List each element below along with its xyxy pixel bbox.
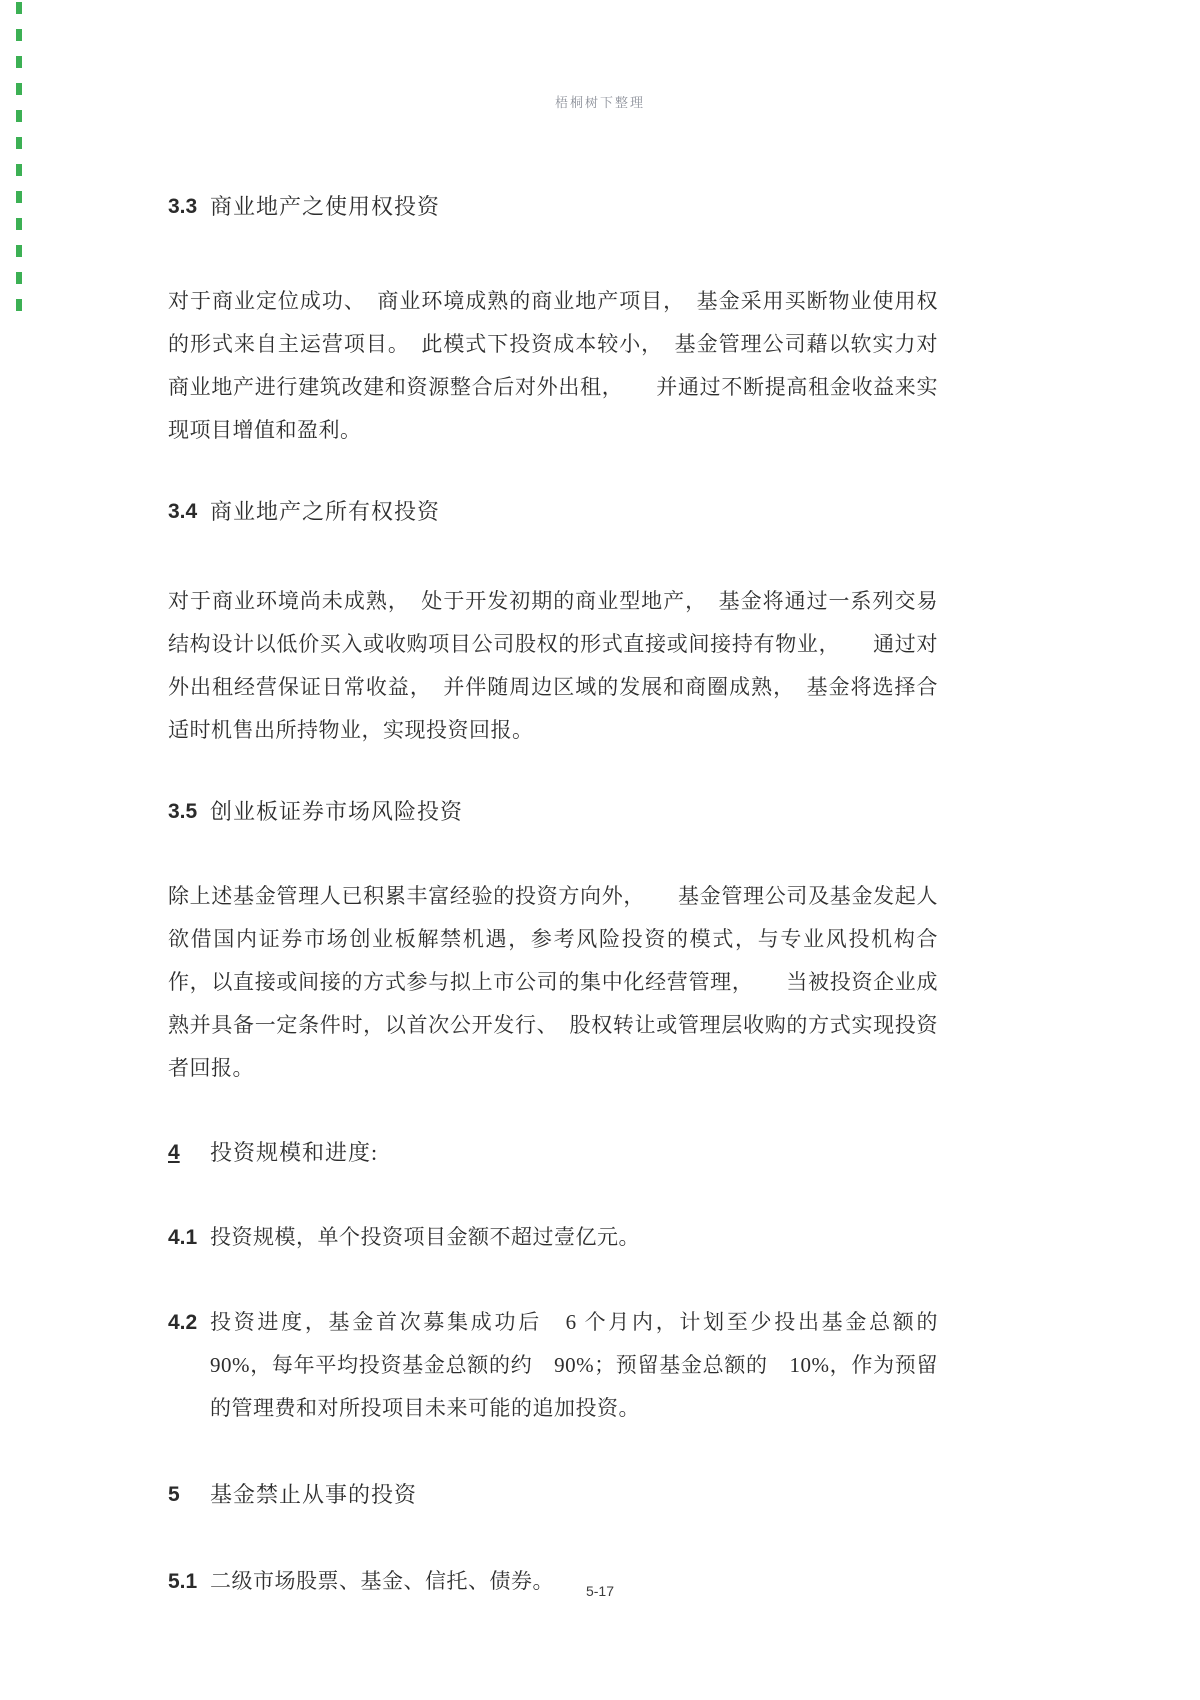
paragraph-3-3: 对于商业定位成功、 商业环境成熟的商业地产项目， 基金采用买断物业使用权的形式来自主运营项目。 此模式下投资成本较小， 基金管理公司藉以软实力对商业地产进行建筑改建和资源整合后对外出租， 并通过不断提高租金收益来实现项目增值和盈利。 — [168, 289, 938, 442]
item-4-1 — [168, 1216, 938, 1259]
section-number: 3.3 — [168, 195, 198, 218]
section-title: 投资规模和进度: — [210, 1140, 379, 1165]
page-footer — [0, 1583, 1200, 1599]
item-number: 4.1 — [168, 1226, 198, 1249]
paragraph-3-5: 除上述基金管理人已积累丰富经验的投资方向外， 基金管理公司及基金发起人欲借国内证券市场创业板解禁机遇，参考风险投资的模式，与专业风投机构合作，以直接或间接的方式参与拟上市公司的集中化经营管理， 当被投资企业成熟并具备一定条件时，以首次公开发行、 股权转让或管理层收购的方式实现投资者回报。 — [168, 884, 938, 1080]
section-heading-3-5 — [168, 790, 938, 833]
paragraph-3-4: 对于商业环境尚未成熟， 处于开发初期的商业型地产， 基金将通过一系列交易结构设计以低价买入或收购项目公司股权的形式直接或间接持有物业， 通过对外出租经营保证日常收益， 并伴随周边区域的发展和商圈成熟， 基金将选择合适时机售出所持物业，实现投资回报。 — [168, 589, 938, 742]
section-title: 创业板证券市场风险投资 — [210, 799, 464, 824]
section-heading-4 — [168, 1131, 938, 1174]
section-title: 商业地产之所有权投资 — [210, 499, 441, 524]
section-heading-5 — [168, 1473, 938, 1516]
section-heading-3-3 — [168, 185, 938, 228]
item-text: 投资进度，基金首次募集成功后 6 个月内，计划至少投出基金总额的 90%，每年平均投资基金总额的约 90%；预留基金总额的 10%，作为预留的管理费和对所投项目未来可能的追加投资。 — [210, 1310, 960, 1420]
section-number: 4 — [168, 1141, 180, 1164]
section-number: 3.5 — [168, 800, 198, 823]
section-number: 3.4 — [168, 500, 198, 523]
page-number: 5-17 — [585, 1583, 615, 1599]
section-heading-3-4 — [168, 490, 938, 533]
item-text: 投资规模，单个投资项目金额不超过壹亿元。 — [210, 1225, 640, 1249]
document-body — [168, 0, 960, 1603]
section-title: 基金禁止从事的投资 — [210, 1482, 418, 1507]
highlight-dashes-decoration — [16, 2, 22, 324]
item-number: 4.2 — [168, 1311, 198, 1334]
item-number: 5.1 — [168, 1570, 198, 1593]
item-text: 二级市场股票、基金、信托、债券。 — [210, 1569, 554, 1593]
section-number: 5 — [168, 1483, 180, 1506]
section-title: 商业地产之使用权投资 — [210, 194, 441, 219]
header-watermark-text: 梧桐树下整理 — [554, 95, 645, 110]
item-4-2 — [168, 1301, 960, 1430]
